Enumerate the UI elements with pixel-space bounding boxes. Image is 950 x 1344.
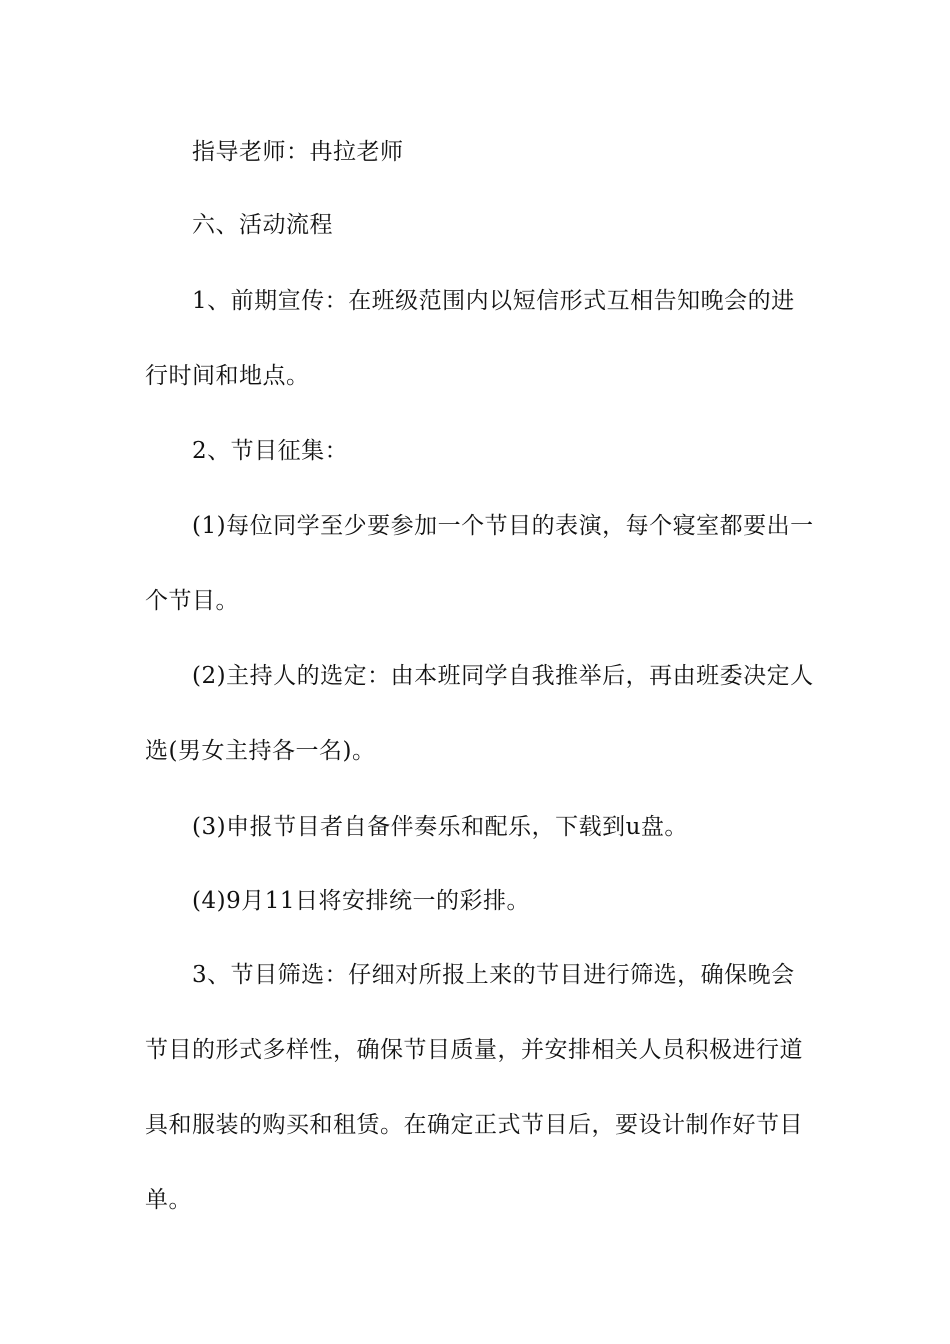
paragraph-program-collection: 2、节目征集： [192, 438, 349, 464]
paragraph-item-4: (4)9月11日将安排统一的彩排。 [192, 888, 530, 914]
paragraph-item-2: (2)主持人的选定：由本班同学自我推举后，再由班委决定人选(男女主持各一名)。 [145, 663, 814, 764]
section-heading-activity-flow: 六、活动流程 [192, 212, 333, 238]
advisor-line: 指导老师：冉拉老师 [192, 139, 404, 165]
paragraph-publicity: 1、前期宣传：在班级范围内以短信形式互相告知晚会的进行时间和地点。 [145, 288, 795, 389]
paragraph-item-1: (1)每位同学至少要参加一个节目的表演，每个寝室都要出一个节目。 [145, 513, 814, 614]
paragraph-item-3: (3)申报节目者自备伴奏乐和配乐，下载到u盘。 [192, 814, 688, 840]
paragraph-program-screening: 3、节目筛选：仔细对所报上来的节目进行筛选，确保晚会节目的形式多样性，确保节目质量，并安排相关人员积极进行道具和服装的购买和租赁。在确定正式节目后，要设计制作好节目单。 [145, 962, 803, 1213]
